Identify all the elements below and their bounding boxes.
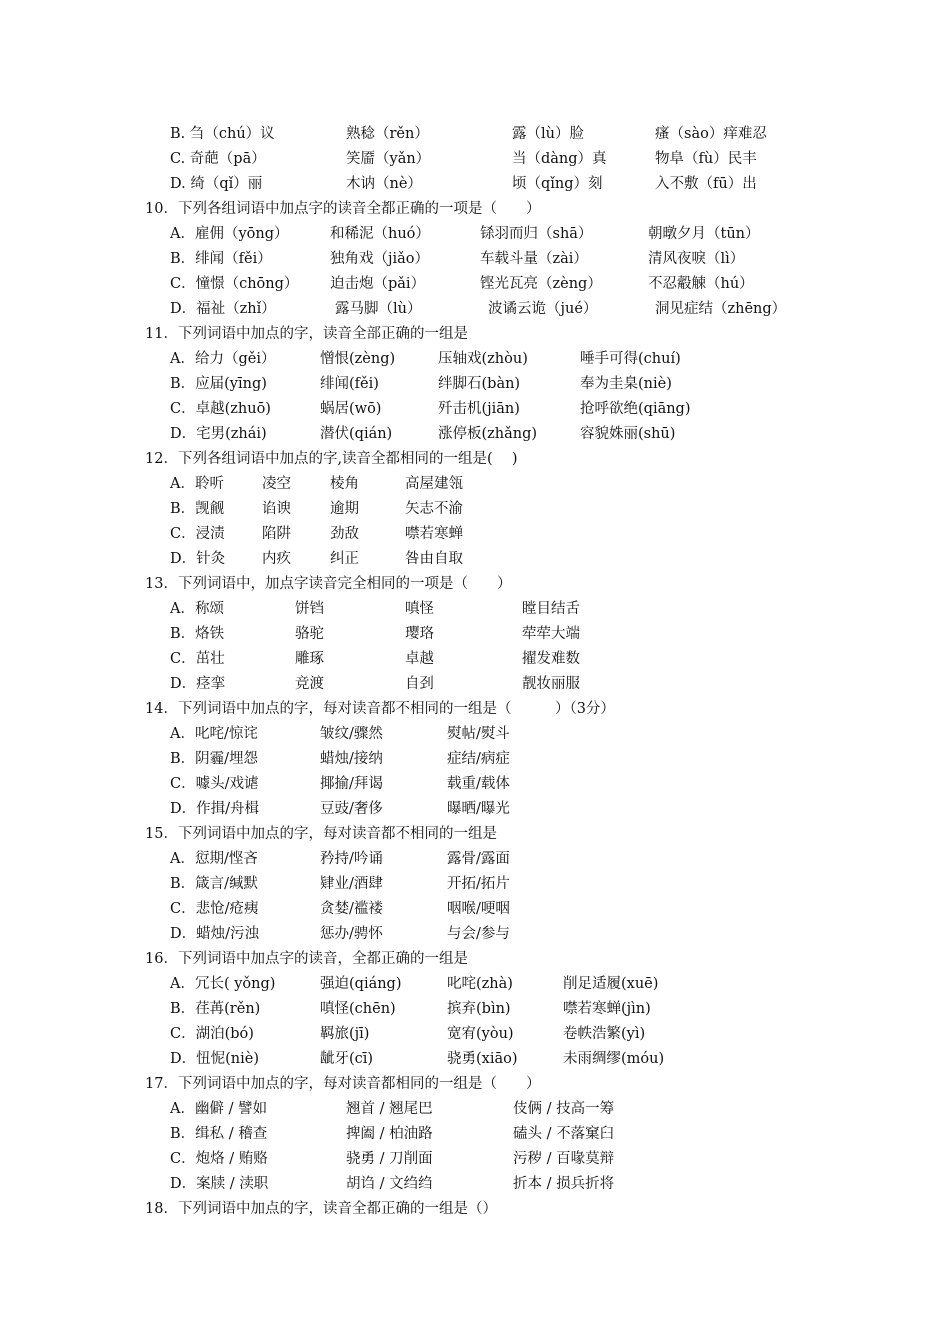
- option-word: 逾期: [330, 501, 359, 517]
- option-word: 靓妆丽服: [522, 676, 580, 692]
- question-stem: 17．下列词语中加点的字，每对读音都相同的一组是（ ）: [145, 1076, 541, 1092]
- option-word: 豆豉/奢侈: [320, 801, 383, 817]
- option-label-and-word: D．宅男(zhái): [170, 426, 267, 442]
- option-label-and-word: C．悲怆/疮痍: [170, 901, 259, 917]
- option-word: 开拓/拓片: [447, 876, 510, 892]
- option-word: 与会/参与: [447, 926, 510, 942]
- option-label-and-word: A．愆期/悭吝: [170, 851, 258, 867]
- option-label-and-word: A．称颂: [170, 601, 224, 617]
- option-word: 折本 / 损兵折将: [513, 1176, 615, 1192]
- option-word: 卓越: [405, 651, 434, 667]
- option-word: 车载斗量（zài）: [480, 251, 588, 267]
- question-stem: 15．下列词语中加点的字，每对读音都不相同的一组是: [145, 826, 497, 842]
- option-word: 肄业/酒肆: [320, 876, 383, 892]
- option-label-and-word: D．针灸: [170, 551, 226, 567]
- option-word: 削足适履(xuē): [563, 976, 659, 992]
- option-word: 高屋建瓴: [405, 476, 463, 492]
- option-word: 自刭: [405, 676, 434, 692]
- option-word: 症结/病症: [447, 751, 510, 767]
- option-word: 凌空: [262, 476, 291, 492]
- option-word: 奉为圭臬(niè): [580, 376, 672, 392]
- option-label-and-word: C．憧憬（chōng）: [170, 276, 299, 292]
- option-word: 噤若寒蝉: [405, 526, 463, 542]
- option-word: 陷阱: [262, 526, 291, 542]
- option-word: 龇牙(cī): [320, 1051, 374, 1067]
- option-word: 蜡烛/接纳: [320, 751, 383, 767]
- option-label-and-word: C．茁壮: [170, 651, 225, 667]
- option-word: 朝暾夕月（tūn）: [648, 226, 760, 242]
- option-label-and-word: A．雇佣（yōng）: [170, 226, 289, 242]
- option-word: 当（dàng）真: [512, 151, 607, 167]
- option-word: 污秽 / 百喙莫辩: [513, 1151, 615, 1167]
- option-word: 熨帖/熨斗: [447, 726, 510, 742]
- option-word: 骁勇 / 刀削面: [346, 1151, 433, 1167]
- option-word: 露（lù）脸: [512, 126, 584, 142]
- option-word: 波谲云诡（jué）: [488, 301, 598, 317]
- option-word: 饼铛: [295, 601, 324, 617]
- option-label-and-word: D．作揖/舟楫: [170, 801, 260, 817]
- option-word: 羁旅(jī): [320, 1026, 370, 1042]
- option-word: 清风夜唳（lì）: [648, 251, 745, 267]
- option-word: 伎俩 / 技高一筹: [513, 1101, 615, 1117]
- option-word: 洞见症结（zhēng）: [655, 301, 787, 317]
- option-word: 涨停板(zhǎng): [438, 426, 538, 442]
- option-word: 皱纹/骤然: [320, 726, 383, 742]
- option-label-and-word: B．烙铁: [170, 626, 225, 642]
- option-label-and-word: A．叱咤/惊诧: [170, 726, 258, 742]
- option-word: 矜持/吟诵: [320, 851, 383, 867]
- option-word: 瘙（sào）痒难忍: [655, 126, 767, 142]
- option-label-and-word: D．案牍 / 渎职: [170, 1176, 269, 1192]
- option-label-and-word: B. 刍（chú）议: [170, 126, 275, 142]
- option-label-and-word: D．福祉（zhǐ）: [170, 301, 276, 317]
- option-word: 曝晒/曝光: [447, 801, 510, 817]
- option-word: 谄谀: [262, 501, 291, 517]
- option-word: 磕头 / 不落窠臼: [513, 1126, 615, 1142]
- question-stem: 16．下列词语中加点字的读音，全都正确的一组是: [145, 951, 468, 967]
- question-stem: 12．下列各组词语中加点的字,读音全都相同的一组是( ): [145, 451, 518, 467]
- option-word: 入不敷（fū）出: [655, 176, 757, 192]
- option-word: 咎由自取: [405, 551, 463, 567]
- option-word: 迫击炮（pǎi）: [330, 276, 426, 292]
- option-word: 惩办/骋怀: [320, 926, 383, 942]
- option-word: 骆驼: [295, 626, 324, 642]
- option-word: 矢志不渝: [405, 501, 463, 517]
- option-word: 容貌姝丽(shū): [580, 426, 676, 442]
- question-stem: 18．下列词语中加点的字，读音全都正确的一组是（）: [145, 1201, 497, 1217]
- option-word: 强迫(qiáng): [320, 976, 402, 992]
- option-label-and-word: D．忸怩(niè): [170, 1051, 259, 1067]
- option-word: 唾手可得(chuí): [580, 351, 681, 367]
- option-label-and-word: D．蜡烛/污浊: [170, 926, 260, 942]
- option-label-and-word: D. 绮（qǐ）丽: [170, 176, 263, 192]
- option-word: 纠正: [330, 551, 359, 567]
- option-label-and-word: B．觊觎: [170, 501, 225, 517]
- option-word: 内疚: [262, 551, 291, 567]
- option-word: 棱角: [330, 476, 359, 492]
- option-word: 铿光瓦亮（zèng）: [480, 276, 602, 292]
- option-word: 露骨/露面: [447, 851, 510, 867]
- option-label-and-word: C. 奇葩（pā）: [170, 151, 266, 167]
- option-label-and-word: C．卓越(zhuō): [170, 401, 271, 417]
- option-word: 嗔怪(chēn): [320, 1001, 396, 1017]
- option-word: 抢呼欲绝(qiāng): [580, 401, 691, 417]
- option-word: 载重/载体: [447, 776, 510, 792]
- option-word: 叱咤(zhà): [447, 976, 513, 992]
- option-word: 摈弃(bìn): [447, 1001, 511, 1017]
- option-word: 憎恨(zèng): [320, 351, 396, 367]
- option-word: 骁勇(xiāo): [447, 1051, 518, 1067]
- option-label-and-word: B．箴言/缄默: [170, 876, 259, 892]
- option-label-and-word: B．缉私 / 稽查: [170, 1126, 268, 1142]
- option-label-and-word: C．噱头/戏谑: [170, 776, 259, 792]
- option-word: 绊脚石(bàn): [438, 376, 521, 392]
- option-label-and-word: A．聆听: [170, 476, 224, 492]
- option-label-and-word: B．绯闻（fěi）: [170, 251, 272, 267]
- option-label-and-word: D．痉挛: [170, 676, 226, 692]
- option-word: 笑靥（yǎn）: [346, 151, 431, 167]
- question-stem: 14．下列词语中加点的字，每对读音都不相同的一组是（ ）（3分）: [145, 701, 615, 717]
- option-word: 荦荦大端: [522, 626, 580, 642]
- question-stem: 11．下列词语中加点的字，读音全部正确的一组是: [145, 326, 468, 342]
- option-label-and-word: C．湖泊(bó): [170, 1026, 254, 1042]
- option-word: 瞠目结舌: [522, 601, 580, 617]
- option-word: 捭阖 / 柏油路: [346, 1126, 433, 1142]
- option-label-and-word: B．阴霾/埋怨: [170, 751, 259, 767]
- option-word: 雕琢: [295, 651, 324, 667]
- option-word: 铩羽而归（shā）: [480, 226, 593, 242]
- option-label-and-word: A．幽僻 / 譬如: [170, 1101, 268, 1117]
- option-label-and-word: C．炮烙 / 贿赂: [170, 1151, 268, 1167]
- option-word: 物阜（fù）民丰: [655, 151, 757, 167]
- question-stem: 13．下列词语中，加点字读音完全相同的一项是（ ）: [145, 576, 512, 592]
- option-word: 和稀泥（huó）: [330, 226, 430, 242]
- option-label-and-word: C．浸渍: [170, 526, 225, 542]
- option-word: 独角戏（jiǎo）: [330, 251, 430, 267]
- option-word: 噤若寒蝉(jìn): [563, 1001, 651, 1017]
- option-word: 不忍觳觫（hú）: [648, 276, 754, 292]
- option-word: 贪婪/褴褛: [320, 901, 383, 917]
- option-label-and-word: B．荏苒(rěn): [170, 1001, 261, 1017]
- option-word: 蜗居(wō): [320, 401, 382, 417]
- option-word: 胡诌 / 文绉绉: [346, 1176, 433, 1192]
- option-word: 劲敌: [330, 526, 359, 542]
- option-word: 压轴戏(zhòu): [438, 351, 528, 367]
- option-label-and-word: B．应届(yīng): [170, 376, 267, 392]
- option-word: 露马脚（lù）: [335, 301, 422, 317]
- option-word: 宽宥(yòu): [447, 1026, 514, 1042]
- option-word: 未雨绸缪(móu): [563, 1051, 665, 1067]
- option-word: 潜伏(qián): [320, 426, 393, 442]
- question-stem: 10．下列各组词语中加点字的读音全都正确的一项是（ ）: [145, 201, 541, 217]
- option-word: 熟稔（rěn）: [346, 126, 429, 142]
- option-word: 歼击机(jiān): [438, 401, 520, 417]
- option-word: 卷帙浩繁(yì): [563, 1026, 646, 1042]
- option-word: 木讷（nè）: [346, 176, 422, 192]
- option-word: 顷（qǐng）刻: [512, 176, 603, 192]
- option-word: 擢发难数: [522, 651, 580, 667]
- option-label-and-word: A．冗长( yǒng): [170, 976, 276, 992]
- option-label-and-word: A．给力（gěi）: [170, 351, 276, 367]
- option-word: 咽喉/哽咽: [447, 901, 510, 917]
- option-word: 翘首 / 翘尾巴: [346, 1101, 433, 1117]
- option-word: 璎珞: [405, 626, 434, 642]
- option-word: 竞渡: [295, 676, 324, 692]
- option-word: 嗔怪: [405, 601, 434, 617]
- option-word: 揶揄/拜谒: [320, 776, 383, 792]
- option-word: 绯闻(fěi): [320, 376, 379, 392]
